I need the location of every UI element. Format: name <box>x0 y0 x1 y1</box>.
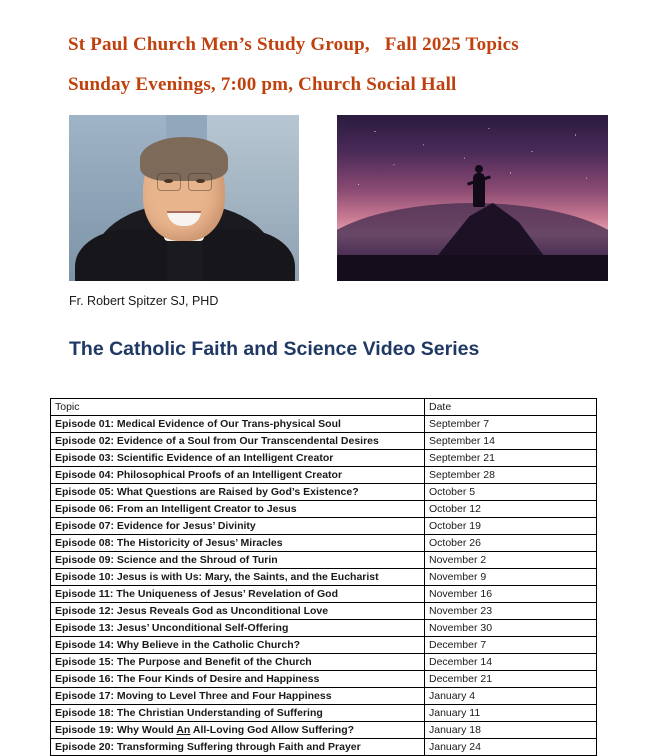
cell-date: November 30 <box>425 620 597 637</box>
schedule-table-body <box>51 416 597 756</box>
table-row <box>51 569 597 586</box>
cell-date: September 28 <box>425 467 597 484</box>
table-row <box>51 552 597 569</box>
table-row <box>51 654 597 671</box>
page-title-line2: Sunday Evenings, 7:00 pm, Church Social Hall <box>68 74 457 95</box>
cell-date: January 11 <box>425 705 597 722</box>
table-row <box>51 688 597 705</box>
table-row <box>51 603 597 620</box>
cell-topic: Episode 19: Why Would An All-Loving God Allow Suffering? <box>51 722 425 739</box>
priest-portrait-photo <box>69 115 299 281</box>
portrait-eye-left <box>164 179 173 183</box>
cell-topic: Episode 12: Jesus Reveals God as Unconditional Love <box>51 603 425 620</box>
photo-caption: Fr. Robert Spitzer SJ, PHD <box>69 294 219 308</box>
table-row <box>51 450 597 467</box>
cell-date: September 21 <box>425 450 597 467</box>
column-header-topic: Topic <box>51 399 425 416</box>
cell-date: January 24 <box>425 739 597 756</box>
cell-topic: Episode 06: From an Intelligent Creator to Jesus <box>51 501 425 518</box>
foreground-ground <box>337 255 608 281</box>
table-row <box>51 637 597 654</box>
cell-topic: Episode 10: Jesus is with Us: Mary, the Saints, and the Eucharist <box>51 569 425 586</box>
cell-date: December 21 <box>425 671 597 688</box>
cell-date: January 18 <box>425 722 597 739</box>
cell-date: September 14 <box>425 433 597 450</box>
series-title: The Catholic Faith and Science Video Series <box>69 338 480 360</box>
cell-topic: Episode 02: Evidence of a Soul from Our Transcendental Desires <box>51 433 425 450</box>
cell-topic: Episode 13: Jesus’ Unconditional Self-Offering <box>51 620 425 637</box>
page-title-line1: St Paul Church Men’s Study Group, Fall 2025 Topics <box>68 34 519 55</box>
cell-topic: Episode 16: The Four Kinds of Desire and Happiness <box>51 671 425 688</box>
cell-date: December 14 <box>425 654 597 671</box>
cell-topic: Episode 05: What Questions are Raised by God’s Existence? <box>51 484 425 501</box>
table-row <box>51 739 597 756</box>
portrait-eye-right <box>196 179 205 183</box>
cell-topic: Episode 07: Evidence for Jesus’ Divinity <box>51 518 425 535</box>
table-row <box>51 722 597 739</box>
cell-topic: Episode 11: The Uniqueness of Jesus’ Revelation of God <box>51 586 425 603</box>
cell-date: November 23 <box>425 603 597 620</box>
cell-topic: Episode 17: Moving to Level Three and Four Happiness <box>51 688 425 705</box>
table-row <box>51 671 597 688</box>
cell-date: December 7 <box>425 637 597 654</box>
table-row <box>51 501 597 518</box>
cell-topic: Episode 20: Transforming Suffering through Faith and Prayer <box>51 739 425 756</box>
cell-date: October 12 <box>425 501 597 518</box>
column-header-date: Date <box>425 399 597 416</box>
schedule-table <box>50 398 597 756</box>
cell-date: October 19 <box>425 518 597 535</box>
portrait-hair <box>140 137 228 181</box>
cell-date: October 5 <box>425 484 597 501</box>
table-row <box>51 467 597 484</box>
cell-date: November 2 <box>425 552 597 569</box>
cell-date: September 7 <box>425 416 597 433</box>
table-header-row <box>51 399 597 416</box>
cell-date: November 9 <box>425 569 597 586</box>
cell-topic: Episode 15: The Purpose and Benefit of the Church <box>51 654 425 671</box>
person-silhouette <box>473 173 485 207</box>
cell-topic: Episode 01: Medical Evidence of Our Trans-physical Soul <box>51 416 425 433</box>
table-row <box>51 518 597 535</box>
table-row <box>51 416 597 433</box>
cell-topic: Episode 03: Scientific Evidence of an Intelligent Creator <box>51 450 425 467</box>
cell-date: January 4 <box>425 688 597 705</box>
cell-topic: Episode 18: The Christian Understanding of Suffering <box>51 705 425 722</box>
cell-topic: Episode 14: Why Believe in the Catholic Church? <box>51 637 425 654</box>
cell-date: October 26 <box>425 535 597 552</box>
cell-date: November 16 <box>425 586 597 603</box>
table-row <box>51 586 597 603</box>
table-row <box>51 620 597 637</box>
table-row <box>51 535 597 552</box>
starry-sky-photo <box>337 115 608 281</box>
cell-topic: Episode 08: The Historicity of Jesus’ Miracles <box>51 535 425 552</box>
cell-topic: Episode 09: Science and the Shroud of Turin <box>51 552 425 569</box>
cell-topic: Episode 04: Philosophical Proofs of an Intelligent Creator <box>51 467 425 484</box>
table-row <box>51 484 597 501</box>
table-row <box>51 433 597 450</box>
table-row <box>51 705 597 722</box>
